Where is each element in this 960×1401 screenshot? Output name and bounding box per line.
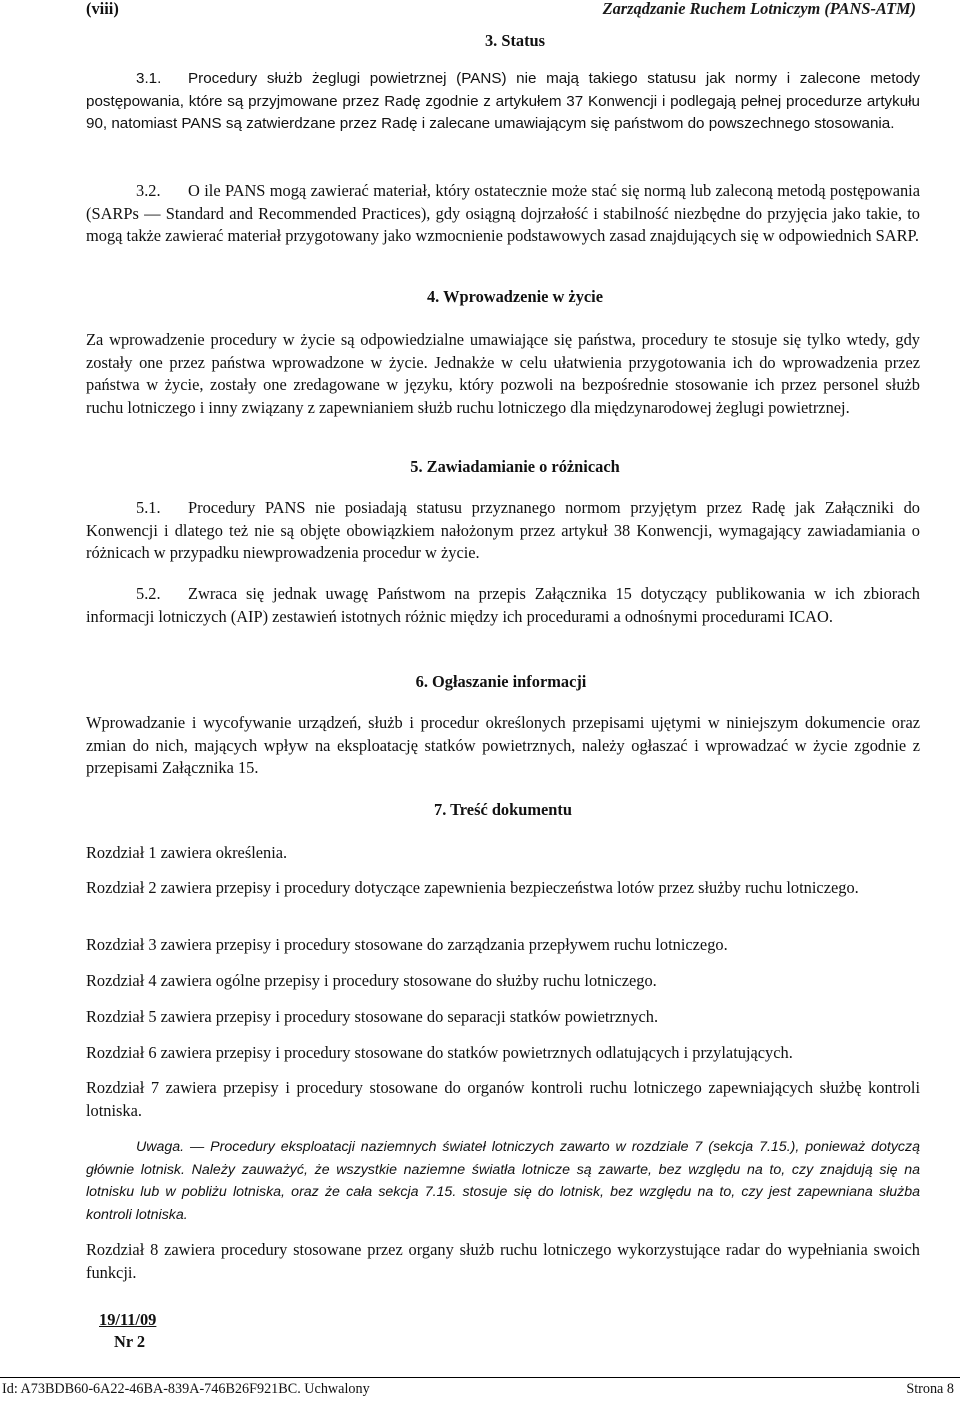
chapter-6-description: Rozdział 6 zawiera przepisy i procedury stosowane do statków powietrznych odlatujących i przylatujących. [86,1043,793,1062]
note-uwaga: Uwaga. — Procedury eksploatacji naziemnych świateł lotniczych zawarto w rozdziale 7 (sekcja 7.15.), ponieważ dotyczą głównie lotnisk. Należy zauważyć, że wszystkie naziemne światła lotnicze są zawarte, bez względu na to, czy znajdują się na lotnisku lub w pobliżu lotniska, oraz że cała sekcja 7.15. stosuje się do lotnisk, bez względu na to, czy jest zapewniana służba kontroli lotniska. [86,1139,920,1223]
chapter-5-description: Rozdział 5 zawiera przepisy i procedury stosowane do separacji statków powietrznych. [86,1007,659,1026]
section-3-heading: 3. Status [484,31,546,50]
page-number: Strona 8 [906,1381,954,1397]
paragraph-text: O ile PANS mogą zawierać materiał, który ostatecznie może stać się normą lub zaleconą metodą postępowania (SARPs — Standard and Recommended Practices), gdy osiągną dojrzałość i stabilność niezbędne do przyjęcia jako takie, to mogą także zawierać materiał przygotowany jako wzmocnienie podstawowych zasad znajdujących się w odpowiednich SARP. [86,181,920,245]
paragraph-5-1 [86,497,920,565]
chapter-8-description: Rozdział 8 zawiera procedury stosowane przez organy służb ruchu lotniczego wykorzystujące radar do wypełniania swoich funkcji. [86,1240,920,1282]
section-7-heading: 7. Treść dokumentu [434,800,572,819]
page-roman-numeral: (viii) [86,0,119,18]
amendment-date: 19/11/09 [99,1310,157,1329]
chapter-7-description: Rozdział 7 zawiera przepisy i procedury stosowane do organów kontroli ruchu lotniczego zapewniających służbę kontroli lotniska. [86,1078,920,1120]
section-5-heading: 5. Zawiadamianie o różnicach [410,457,620,476]
document-id: Id: A73BDB60-6A22-46BA-839A-746B26F921BC. Uchwalony [2,1381,370,1397]
footer-divider [0,1377,960,1378]
paragraph-text: Procedury służb żeglugi powietrznej (PANS) nie mają takiego statusu jak normy i zalecone metody postępowania, które są przyjmowane przez Radę zgodnie z artykułem 37 Konwencji i podlegają pełnej procedurze artykułu 90, natomiast PANS są zatwierdzane przez Radę i zalecane umawiającym się państwom do powszechnego stosowania. [86,70,920,132]
chapter-3-description: Rozdział 3 zawiera przepisy i procedury stosowane do zarządzania przepływem ruchu lotniczego. [86,935,728,954]
chapter-1-description: Rozdział 1 zawiera określenia. [86,843,288,862]
paragraph-text: Procedury PANS nie posiadają statusu przyznanego normom przyjętym przez Radę jak Załączniki do Konwencji i dlatego też nie są objęte obowiązkiem nałożonym przez artykuł 38 Konwencji, wymagający zawiadamiania o różnicach w przypadku niewprowadzenia procedur w życie. [86,498,920,562]
chapter-4-description: Rozdział 4 zawiera ogólne przepisy i procedury stosowane do służby ruchu lotniczego. [86,971,657,990]
paragraph-text: Zwraca się jednak uwagę Państwom na przepis Załącznika 15 dotyczący publikowania w ich zbiorach informacji lotniczych (AIP) zestawień istotnych różnic między ich procedurami a odnośnymi procedurami ICAO. [86,584,920,626]
paragraph-6: Wprowadzanie i wycofywanie urządzeń, służb i procedur określonych przepisami ujętymi w niniejszym dokumencie oraz zmian do nich, mających wpływ na eksploatację statków powietrznych, należy ogłaszać i wprowadzać w życie zgodnie z przepisami Załącznika 15. [86,713,920,777]
paragraph-3-2 [86,180,920,248]
chapter-2-description: Rozdział 2 zawiera przepisy i procedury dotyczące zapewnienia bezpieczeństwa lotów przez służby ruchu lotniczego. [86,878,859,897]
section-6-heading: 6. Ogłaszanie informacji [415,672,587,691]
amendment-number: Nr 2 [114,1332,146,1351]
paragraph-number: 3.2. [136,181,161,200]
paragraph-4: Za wprowadzenie procedury w życie są odpowiedzialne umawiające się państwa, procedury te stosuje się tylko wtedy, gdy zostały one przez państwa wprowadzone w życie. Jednakże w celu ułatwienia przygotowania ich do wprowadzenia przez państwa w życie, zostały one zredagowane w języku, który pozwoli na bezpośrednie stosowanie ich przez personel służb ruchu lotniczego i inny związany z zapewnianiem służb ruchu lotniczego dla międzynarodowej żeglugi powietrznej. [86,330,920,417]
paragraph-number: 5.2. [136,584,161,603]
document-title: Zarządzanie Ruchem Lotniczym (PANS-ATM) [602,0,916,18]
paragraph-number: 3.1. [136,70,162,87]
paragraph-number: 5.1. [136,498,161,517]
paragraph-5-2 [86,583,920,628]
section-4-heading: 4. Wprowadzenie w życie [426,287,604,306]
paragraph-3-1 [86,68,920,136]
